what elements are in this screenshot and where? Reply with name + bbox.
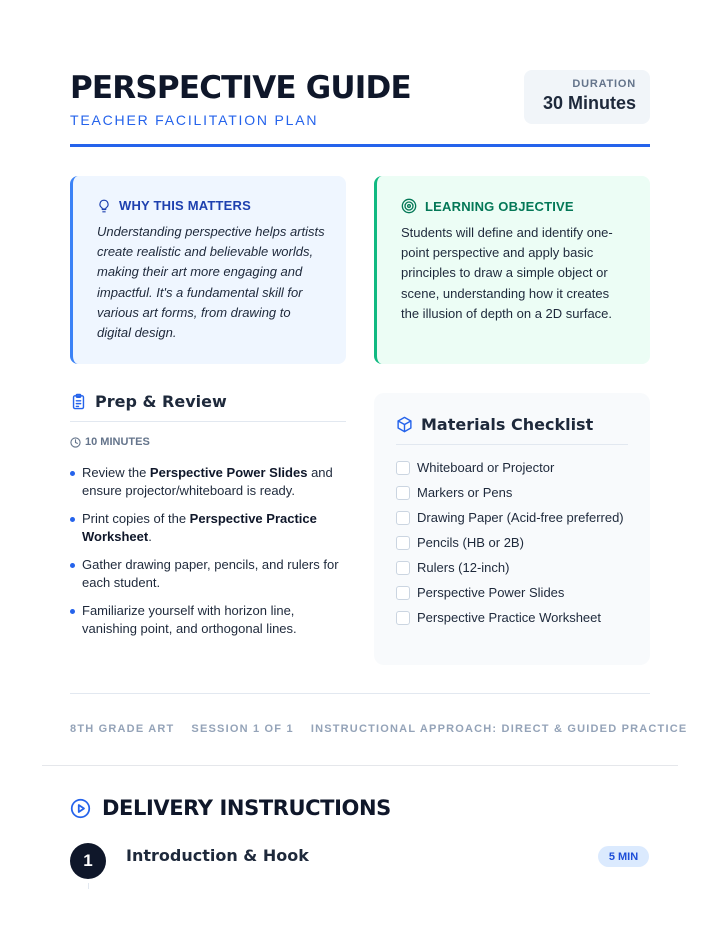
- checklist-item: Pencils (HB or 2B): [396, 534, 628, 552]
- header-divider: [70, 144, 650, 147]
- checklist-item: Markers or Pens: [396, 484, 628, 502]
- why-heading-row: [97, 198, 326, 213]
- checklist-item: Perspective Practice Worksheet: [396, 609, 628, 627]
- materials-list: [396, 459, 628, 627]
- materials-checklist-card: [374, 393, 650, 665]
- prep-divider: [70, 421, 346, 422]
- step-connector: [88, 883, 89, 889]
- prep-review-section: [70, 392, 346, 648]
- duration-label: DURATION: [572, 78, 636, 90]
- checkbox[interactable]: [396, 511, 410, 525]
- step-number: 1: [70, 843, 106, 879]
- prep-title: Prep & Review: [95, 392, 227, 411]
- step-duration-badge: 5 MIN: [598, 846, 649, 867]
- checklist-item: Drawing Paper (Acid-free preferred): [396, 509, 628, 527]
- why-this-matters-card: [70, 176, 346, 364]
- prep-list: [70, 464, 346, 638]
- page-subtitle: TEACHER FACILITATION PLAN: [70, 112, 319, 128]
- checkbox[interactable]: [396, 486, 410, 500]
- checklist-item: Whiteboard or Projector: [396, 459, 628, 477]
- objective-heading: LEARNING OBJECTIVE: [425, 198, 574, 214]
- materials-title-row: [396, 415, 628, 434]
- duration-value: 30 Minutes: [542, 93, 636, 113]
- checkbox[interactable]: [396, 536, 410, 550]
- page-title: PERSPECTIVE GUIDE: [70, 70, 411, 106]
- checkbox[interactable]: [396, 586, 410, 600]
- page-break-divider: [42, 765, 678, 766]
- page-header: [70, 66, 650, 148]
- play-circle-icon: [70, 798, 91, 819]
- why-heading: WHY THIS MATTERS: [119, 198, 251, 213]
- prep-time: 10 MINUTES: [85, 436, 150, 448]
- list-item: Gather drawing paper, pencils, and rulers for each student.: [70, 556, 346, 592]
- session-meta: [70, 723, 687, 735]
- checklist-item: Rulers (12-inch): [396, 559, 628, 577]
- duration-box: [524, 70, 650, 124]
- objective-heading-row: [401, 198, 630, 214]
- prep-title-row: [70, 392, 346, 411]
- prep-time-row: [70, 436, 346, 448]
- clock-icon: [70, 437, 81, 448]
- checkbox[interactable]: [396, 461, 410, 475]
- delivery-heading: [70, 796, 391, 820]
- target-icon: [401, 198, 417, 214]
- list-item: Review the Perspective Power Slides and ensure projector/whiteboard is ready.: [70, 464, 346, 500]
- clipboard-icon: [70, 393, 87, 410]
- materials-title: Materials Checklist: [421, 415, 594, 434]
- checkbox[interactable]: [396, 561, 410, 575]
- session-label: SESSION 1 OF 1: [191, 723, 294, 735]
- list-item: Print copies of the Perspective Practice Worksheet.: [70, 510, 346, 546]
- checklist-item: Perspective Power Slides: [396, 584, 628, 602]
- delivery-title: DELIVERY INSTRUCTIONS: [102, 796, 391, 820]
- step-title: Introduction & Hook: [126, 846, 309, 865]
- meta-divider: [70, 693, 650, 694]
- lightbulb-icon: [97, 199, 111, 213]
- list-item: Familiarize yourself with horizon line, vanishing point, and orthogonal lines.: [70, 602, 346, 638]
- approach-label: INSTRUCTIONAL APPROACH: DIRECT & GUIDED PRACTICE: [310, 723, 688, 735]
- learning-objective-card: [374, 176, 650, 364]
- materials-divider: [396, 444, 628, 445]
- cube-icon: [396, 416, 413, 433]
- checkbox[interactable]: [396, 611, 410, 625]
- why-body: Understanding perspective helps artists create realistic and believable worlds, making their art more engaging and impactful. It's a fundamental skill for various art forms, from drawing to digital design.: [97, 224, 325, 341]
- grade-label: 8TH GRADE ART: [70, 723, 175, 735]
- objective-body: Students will define and identify one-point perspective and apply basic principles to draw a simple object or scene, understanding how it creates the illusion of depth on a 2D surface.: [401, 225, 613, 321]
